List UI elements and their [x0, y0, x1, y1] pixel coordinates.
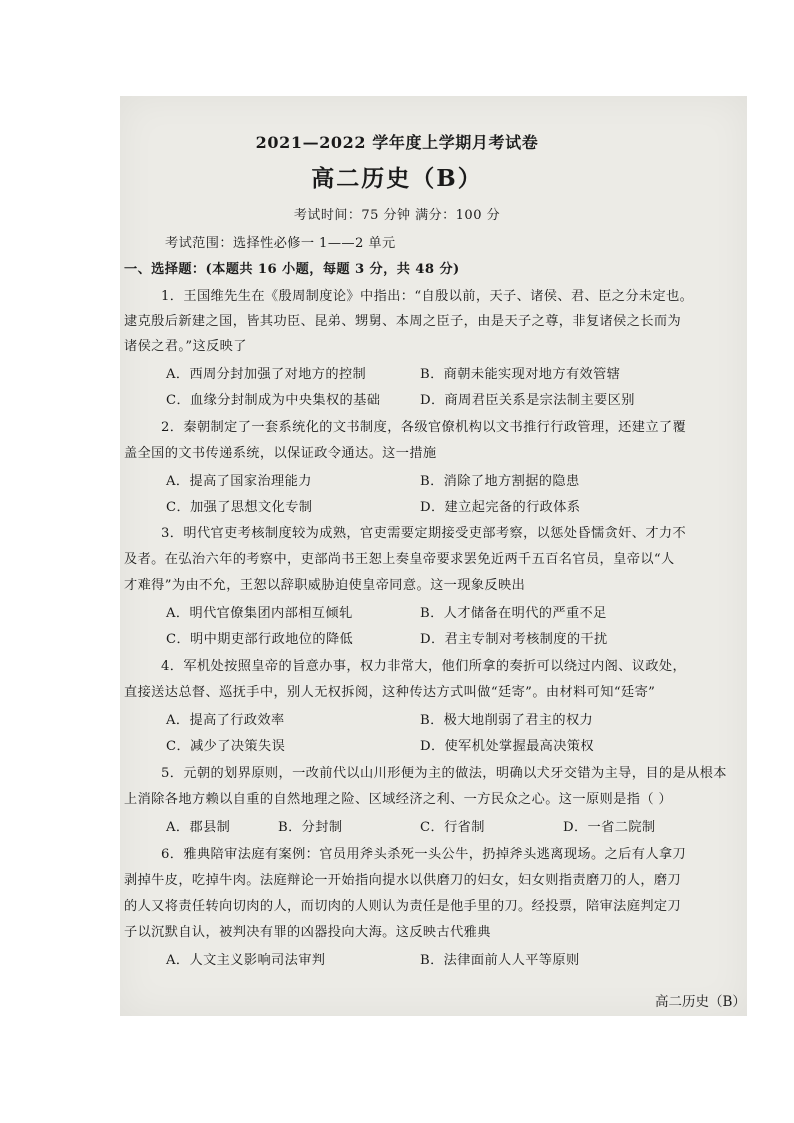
exam-scope: 考试范围：选择性必修一 1——2 单元 — [165, 236, 396, 251]
question-3-line-1: 3．明代官吏考核制度较为成熟，官吏需要定期接受吏部考察，以惩处昏懦贪奸、才力不 — [161, 526, 687, 541]
question-5-line-1: 5．元朝的划界原则，一改前代以山川形便为主的做法，明确以犬牙交错为主导，目的是从根本 — [161, 766, 727, 781]
exam-subject: 高二历史（B） — [311, 165, 483, 192]
question-1-option-a: A．西周分封加强了对地方的控制 — [166, 367, 367, 382]
question-6-line-2: 剥掉牛皮，吃掉牛肉。法庭辩论一开始指向提水以供磨刀的妇女，妇女则指责磨刀的人，磨刀 — [124, 873, 682, 888]
question-5-option-d: D．一省二院制 — [563, 820, 656, 835]
question-1-line-1: 1．王国维先生在《殷周制度论》中指出：“自殷以前，天子、诸侯、君、臣之分未定也。 — [161, 289, 694, 304]
question-6-line-4: 子以沉默自认，被判决有罪的凶器投向大海。这反映古代雅典 — [124, 925, 491, 940]
question-6-line-3: 的人又将责任转向切肉的人，而切肉的人则认为责任是他手里的刀。经投票，陪审法庭判定刀 — [124, 899, 682, 914]
question-6-option-b: B．法律面前人人平等原则 — [420, 953, 580, 968]
question-6-option-a: A．人文主义影响司法审判 — [166, 953, 326, 968]
question-1-line-2: 逮克殷后新建之国，皆其功臣、昆弟、甥舅、本周之臣子，由是天子之尊，非复诸侯之长而为 — [124, 314, 682, 329]
question-3-option-c: C．明中期吏部行政地位的降低 — [166, 632, 354, 647]
question-6-line-1: 6．雅典陪审法庭有案例：官员用斧头杀死一头公牛，扔掉斧头逃离现场。之后有人拿刀 — [161, 847, 687, 862]
question-3-line-3: 才难得”为由不允，王恕以辞职威胁迫使皇帝同意。这一现象反映出 — [124, 578, 526, 593]
question-1-line-3: 诸侯之君。”这反映了 — [124, 339, 247, 354]
question-4-line-2: 直接送达总督、巡抚手中，别人无权拆阅，这种传达方式叫做“廷寄”。由材料可知“廷寄” — [124, 685, 656, 700]
question-4-option-a: A．提高了行政效率 — [166, 713, 285, 728]
question-3-option-b: B．人才储备在明代的严重不足 — [420, 606, 607, 621]
question-2-line-1: 2．秦朝制定了一套系统化的文书制度，各级官僚机构以文书推行行政管理，还建立了覆 — [161, 420, 687, 435]
question-5-option-b: B．分封制 — [278, 820, 343, 835]
question-1-option-b: B．商朝未能实现对地方有效管辖 — [420, 367, 621, 382]
question-2-option-b: B．消除了地方割据的隐患 — [420, 474, 580, 489]
question-2-option-d: D．建立起完备的行政体系 — [420, 500, 581, 515]
question-4-option-d: D．使军机处掌握最高决策权 — [420, 739, 595, 754]
page-footer: 高二历史（B） — [655, 994, 746, 1010]
question-3-line-2: 及者。在弘治六年的考察中，吏部尚书王恕上奏皇帝要求罢免近两千五百名官员，皇帝以“人 — [124, 552, 675, 567]
question-4-option-b: B．极大地削弱了君主的权力 — [420, 713, 594, 728]
question-5-line-2: 上消除各地方赖以自重的自然地理之险、区域经济之利、一方民众之心。这一原则是指（ ） — [124, 792, 673, 807]
exam-time-score: 考试时间：75 分钟 满分：100 分 — [293, 208, 501, 223]
question-3-option-a: A．明代官僚集团内部相互倾轧 — [166, 606, 353, 621]
question-1-option-d: D．商周君臣关系是宗法制主要区别 — [420, 393, 635, 408]
question-2-option-a: A．提高了国家治理能力 — [166, 474, 312, 489]
question-3-option-d: D．君主专制对考核制度的干扰 — [420, 632, 608, 647]
question-5-option-a: A．郡县制 — [166, 820, 231, 835]
question-2-option-c: C．加强了思想文化专制 — [166, 500, 313, 515]
question-5-option-c: C．行省制 — [420, 820, 485, 835]
question-2-line-2: 盖全国的文书传递系统，以保证政令通达。这一措施 — [124, 446, 437, 461]
section-heading: 一、选择题：(本题共 16 小题，每题 3 分，共 48 分) — [124, 262, 460, 277]
exam-title: 2021—2022 学年度上学期月考试卷 — [255, 133, 539, 152]
question-4-option-c: C．减少了决策失误 — [166, 739, 286, 754]
question-1-option-c: C．血缘分封制成为中央集权的基础 — [166, 393, 381, 408]
question-4-line-1: 4．军机处按照皇帝的旨意办事，权力非常大，他们所拿的奏折可以绕过内阁、议政处， — [161, 659, 687, 674]
